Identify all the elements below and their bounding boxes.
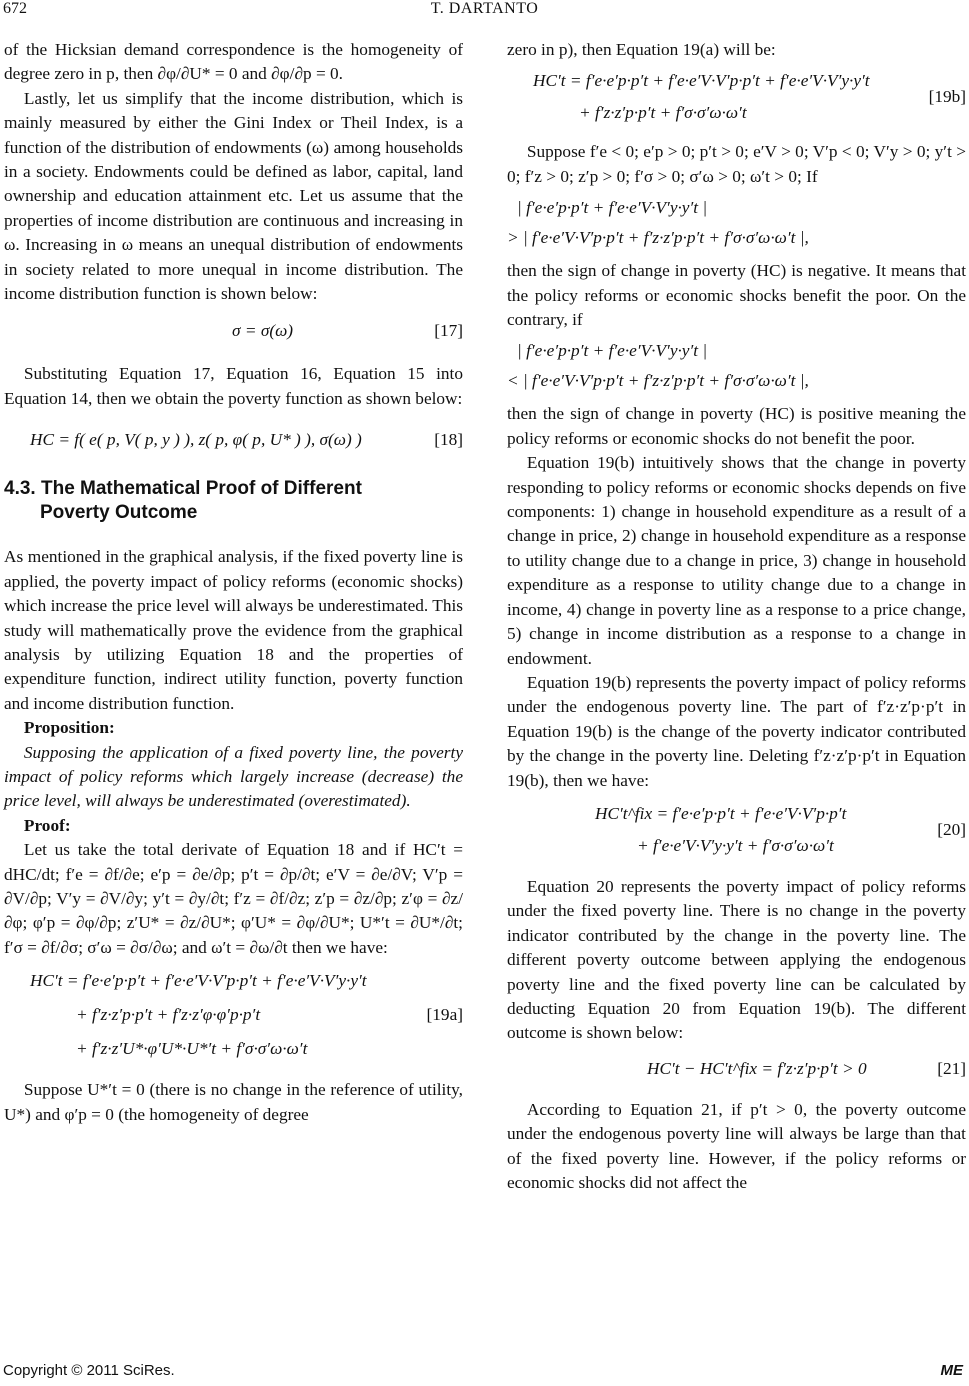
paragraph: Let us take the total derivate of Equation 18 and if HC′t = dHC/dt; f′e = ∂f/∂e; e′p = ∂e/∂p; p′t = ∂p/∂t; e′V = ∂e/∂V; V′p = ∂V/∂p; V′y = ∂V/∂y; y′t = ∂y/∂t; f′z = ∂f/∂z; z′p = ∂z/∂p; z′φ = ∂z/∂φ; φ′p = ∂φ/∂p; z′U* = ∂z/∂U*; φ′U* = ∂φ/∂U*; U*′t = ∂U*/∂t; f′σ = ∂f/∂σ; σ′ω = ∂σ/∂ω; and ω′t = ∂ω/∂t then we have: — [4, 840, 463, 957]
equation-17 — [4, 318, 463, 346]
equation-21 — [507, 1056, 966, 1084]
page-header — [0, 0, 969, 24]
equation-number: [19b] — [928, 87, 966, 107]
paragraph: of the Hicksian demand correspondence is the homogeneity of degree zero in p, then ∂φ/∂U* = 0 and ∂φ/∂p = 0. — [4, 40, 463, 84]
equation-line: HC′t = f′e·e′p·p′t + f′e·e′V·V′p·p′t + f′e·e′V·V′y·y′t — [30, 971, 367, 991]
paragraph: Equation 19(b) intuitively shows that the change in poverty responding to policy reforms or economic shocks depends on five components: 1) change in household expenditure as a result of a change in price, 2) change in household expenditure as a response to utility change due to a change in price, 3) change in household expenditure as a response to utility change due to a change in income, 4) change in poverty line as a response to a price change, 5) change in income distribution as a response to a change in endowment. — [507, 453, 966, 668]
paragraph: Lastly, let us simplify that the income distribution, which is mainly measured by either the Gini Index or Theil Index, is a function of the distribution of endowments (ω) among households in a society. Endowments could be defined as labor, capital, land ownership and education attainment etc. Let us assume that the properties of income distribution are continuous and increasing in ω. Increasing in ω means an unequal distribution of endowments in society related to more unequal in income distribution. The income distribution function is shown below: — [4, 88, 463, 304]
left-column — [4, 38, 463, 1127]
paragraph: Equation 19(b) represents the poverty impact of policy reforms under the endogenous poverty line. The part of f′z·z′p·p′t in Equation 19(b) is the change of the poverty indicator contributed by the change in the poverty line. Deleting f′z·z′p·p′t in Equation 19(b), then we have: — [507, 672, 966, 790]
equation-line: HC′t = f′e·e′p·p′t + f′e·e′V·V′p·p′t + f′e·e′V·V′y·y′t — [533, 71, 870, 91]
equation-line: HC′t^fix = f′e·e′p·p′t + f′e·e′V·V′p·p′t — [595, 803, 847, 823]
equation-number: [17] — [434, 321, 463, 341]
page-number: 672 — [3, 0, 27, 17]
inequality-1 — [507, 195, 966, 251]
equation-body: σ = σ(ω) — [232, 321, 294, 341]
paragraph: Equation 20 represents the poverty impact of policy reforms under the fixed poverty line. There is no change in the poverty indicator contributed by the change in the poverty line. The different poverty outcome between applying the endogenous poverty line and the fixed poverty line can be calculated by deducting Equation 20 from Equation 19(b). The different outcome is shown below: — [507, 876, 966, 1043]
right-column — [507, 38, 966, 1195]
section-title: The Mathematical Proof of Different — [40, 478, 362, 500]
equation-number: [18] — [434, 430, 463, 450]
section-title: Poverty Outcome — [40, 502, 198, 524]
running-title: T. DARTANTO — [430, 0, 539, 17]
equation-line: + f′z·z′p·p′t + f′σ·σ′ω·ω′t — [579, 103, 747, 123]
paragraph: then the sign of change in poverty (HC) is negative. It means that the policy reforms or economic shocks benefit the poor. On the contrary, if — [507, 261, 966, 330]
section-heading — [4, 477, 463, 525]
equation-20 — [507, 801, 966, 863]
equation-line: < | f′e·e′V·V′p·p′t + f′z·z′p·p′t + f′σ·σ′ω·ω′t |, — [507, 371, 809, 391]
equation-18 — [4, 427, 463, 457]
equation-line: + f′z·z′p·p′t + f′z·z′φ·φ′p·p′t — [76, 1005, 261, 1025]
equation-line: + f′e·e′V·V′y·y′t + f′σ·σ′ω·ω′t — [637, 835, 834, 855]
paragraph: Suppose U*′t = 0 (there is no change in the reference of utility, U*) and φ′p = 0 (the homogeneity of degree — [4, 1080, 463, 1124]
equation-19b — [507, 68, 966, 130]
paragraph: zero in p), then Equation 19(a) will be: — [507, 40, 776, 59]
paragraph: Suppose f′e < 0; e′p > 0; p′t > 0; e′V > 0; V′p < 0; V′y > 0; y′t > 0; f′z > 0; z′p > 0; f′σ > 0; σ′ω > 0; ω′t > 0; If — [507, 142, 966, 186]
journal-abbrev: ME — [940, 1362, 963, 1379]
proposition-text: Supposing the application of a fixed poverty line, the poverty impact of policy reforms which largely increase (decrease) the price level, will always be underestimated (overestimated). — [4, 742, 463, 811]
equation-number: [21] — [937, 1058, 966, 1078]
equation-line: | f′e·e′p·p′t + f′e·e′V·V′y·y′t | — [517, 341, 708, 361]
equation-body: HC′t − HC′t^fix = f′z·z′p·p′t > 0 — [647, 1058, 867, 1078]
equation-line: | f′e·e′p·p′t + f′e·e′V·V′y·y′t | — [517, 198, 708, 218]
copyright: Copyright © 2011 SciRes. — [3, 1362, 175, 1379]
equation-number: [19a] — [426, 1005, 463, 1025]
equation-line: + f′z·z′U*·φ′U*·U*′t + f′σ·σ′ω·ω′t — [76, 1039, 308, 1059]
proposition-label: Proposition: — [23, 718, 115, 738]
equation-body: HC = f( e( p, V( p, y ) ), z( p, φ( p, U* ) ), σ(ω) ) — [30, 430, 362, 450]
paragraph: As mentioned in the graphical analysis, if the fixed poverty line is applied, the poverty impact of policy reforms (economic shocks) which increase the price level will always be underestimated. This study will mathematically prove the evidence from the graphical analysis by utilizing Equation 18 and the properties of expenditure function, indirect utility function, poverty function and income distribution function. — [4, 547, 463, 713]
equation-number: [20] — [937, 819, 966, 839]
proof-label: Proof: — [23, 815, 71, 835]
paragraph: According to Equation 21, if p′t > 0, the poverty outcome under the endogenous poverty line will always be large than that of the fixed poverty line. However, if the policy reforms or economic shocks did not affect the — [507, 1099, 966, 1192]
paragraph: then the sign of change in poverty (HC) is positive meaning the policy reforms or economic shocks do not benefit the poor. — [507, 404, 966, 448]
equation-19a — [4, 968, 463, 1068]
paragraph: Substituting Equation 17, Equation 16, Equation 15 into Equation 14, then we obtain the poverty function as shown below: — [4, 364, 463, 408]
section-number: 4.3. — [4, 478, 36, 500]
equation-line: > | f′e·e′V·V′p·p′t + f′z·z′p·p′t + f′σ·σ′ω·ω′t |, — [507, 228, 809, 248]
inequality-2 — [507, 338, 966, 394]
